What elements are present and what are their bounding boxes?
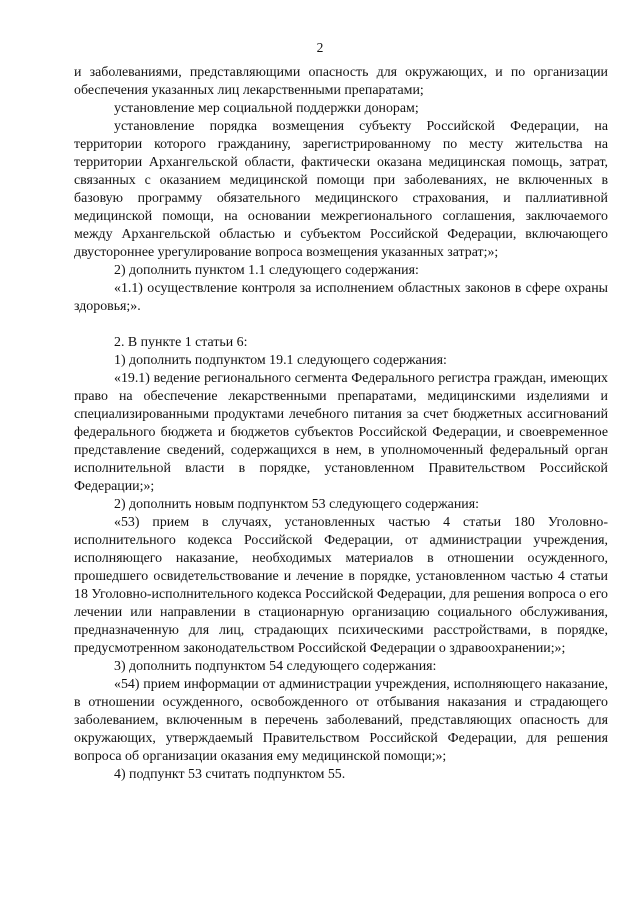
paragraph: «1.1) осуществление контроля за исполнением областных законов в сфере охраны здоровья;». [74, 281, 608, 314]
paragraph: 2) дополнить новым подпунктом 53 следующего содержания: [114, 497, 479, 512]
paragraph: 1) дополнить подпунктом 19.1 следующего содержания: [114, 353, 447, 368]
paragraph: установление мер социальной поддержки донорам; [114, 101, 419, 116]
document-body [74, 64, 608, 784]
paragraph: установление порядка возмещения субъекту Российской Федерации, на территории которого гражданину, зарегистрированному по месту жительства на территории Архангельской области, фактически оказана медицинская помощь, затрат, связанных с оказанием медицинской помощи при заболеваниях, не включенных в базовую программу обязательного медицинского страхования, и паллиативной медицинской помощи, на основании межрегионального соглашения, заключаемого между Архангельской областью и субъектом Российской Федерации, включающего двустороннее урегулирование вопроса возмещения указанных затрат;»; [74, 119, 608, 260]
paragraph: «19.1) ведение регионального сегмента Федерального регистра граждан, имеющих право на обеспечение лекарственными препаратами, медицинскими изделиями и специализированными продуктами лечебного питания за счет бюджетных ассигнований федерального бюджета и бюджетов субъектов Российской Федерации, и своевременное представление сведений, содержащихся в нем, в уполномоченный федеральный орган исполнительной власти в порядке, установленном Правительством Российской Федерации;»; [74, 371, 608, 494]
paragraph: «53) прием в случаях, установленных частью 4 статьи 180 Уголовно-исполнительного кодекса Российской Федерации, от администрации учреждения, исполняющего наказание, необходимых материалов в отношении осужденного, прошедшего освидетельствование и лечение в порядке, установленном частью 4 статьи 18 Уголовно-исполнительного кодекса Российской Федерации, для решения вопроса о его лечении или направлении в стационарную организацию социального обслуживания, предназначенную для лиц, страдающих психическими расстройствами, в порядке, предусмотренном законодательством Российской Федерации о здравоохранении;»; [74, 515, 608, 656]
paragraph: «54) прием информации от администрации учреждения, исполняющего наказание, в отношении осужденного, освобожденного от отбывания наказания и страдающего заболеванием, включенным в перечень заболеваний, представляющих опасность для окружающих, утверждаемый Правительством Российской Федерации, для решения вопроса об организации оказания ему медицинской помощи;»; [74, 677, 608, 764]
paragraph: 2. В пункте 1 статьи 6: [114, 335, 248, 350]
paragraph: 3) дополнить подпунктом 54 следующего содержания: [114, 659, 437, 674]
paragraph: 2) дополнить пунктом 1.1 следующего содержания: [114, 263, 419, 278]
paragraph: 4) подпункт 53 считать подпунктом 55. [114, 767, 346, 782]
page-number: 2 [316, 40, 324, 55]
paragraph: и заболеваниями, представляющими опасность для окружающих, и по организации обеспечения указанных лиц лекарственными препаратами; [74, 65, 608, 98]
